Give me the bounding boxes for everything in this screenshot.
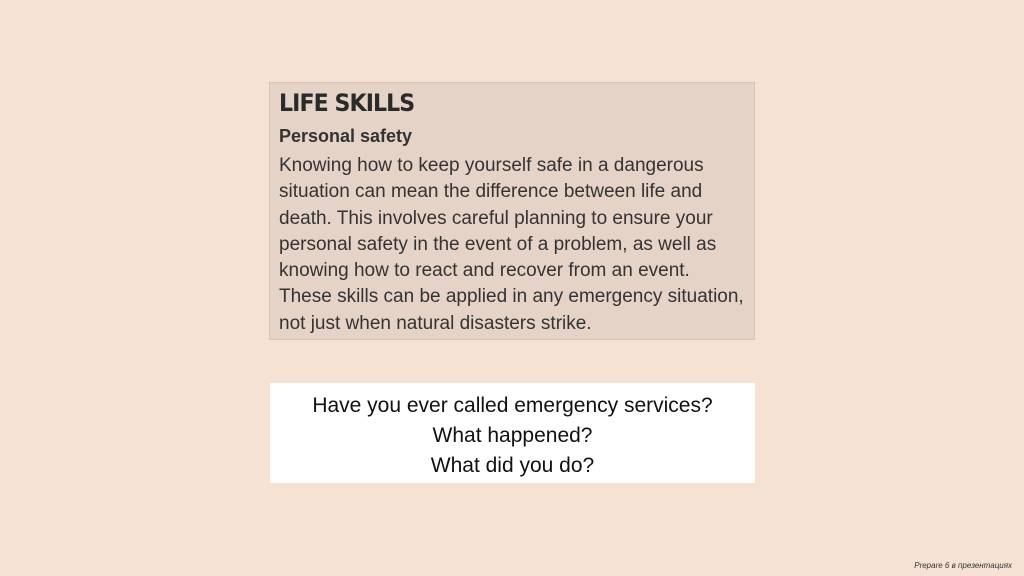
- footer-note: Prepare 6 в презентациях: [914, 561, 1012, 570]
- personal-safety-body-text: Knowing how to keep yourself safe in a dangerous situation can mean the difference between life and death. This involves careful planning to ensure your personal safety in the event of a problem, as well as knowing how to react and recover from an event. These skills can be applied in any emergency situation, not just when natural disasters strike.: [279, 155, 744, 334]
- question-line-1: Have you ever called emergency services?: [312, 394, 713, 417]
- life-skills-heading: LIFE SKILLS: [279, 89, 415, 117]
- question-line-3: What did you do?: [430, 454, 595, 477]
- question-line-2: What happened?: [432, 424, 593, 447]
- life-skills-box: [269, 82, 755, 340]
- discussion-questions-box: [270, 383, 755, 483]
- personal-safety-subheading: Personal safety: [279, 126, 413, 146]
